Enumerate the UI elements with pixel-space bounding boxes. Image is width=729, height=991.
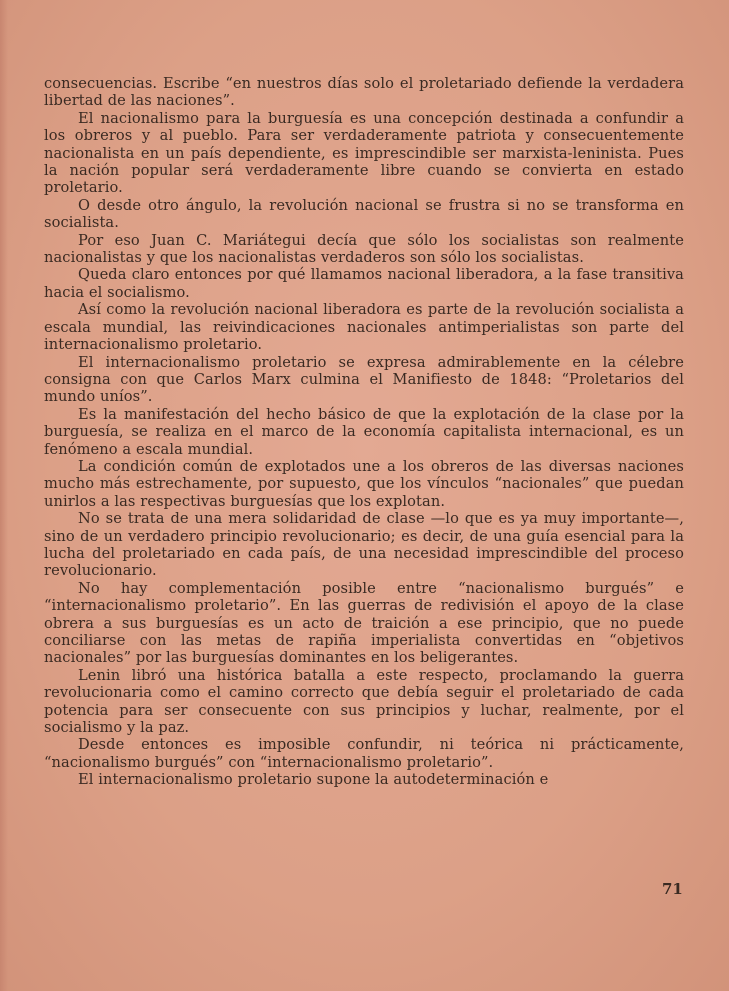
- paragraph: Así como la revolución nacional liberadora es parte de la revolución socialista a escala mundial, las reivindicaciones nacionales antimperialistas son parte del internacionalismo proletario.: [44, 301, 684, 354]
- paragraph: No se trata de una mera solidaridad de clase —lo que es ya muy importante—, sino de un verdadero principio revolucionario; es decir, de una guía esencial para la lucha del proletariado en cada país, de una necesidad imprescindible del proceso revolucionario.: [44, 510, 684, 580]
- paragraph: Queda claro entonces por qué llamamos nacional liberadora, a la fase transitiva hacia el socialismo.: [44, 266, 684, 301]
- paragraph: El internacionalismo proletario supone la autodeterminación e: [78, 771, 549, 789]
- paragraph: Por eso Juan C. Mariátegui decía que sólo los socialistas son realmente nacionalistas y que los nacionalistas verdaderos son sólo los socialistas.: [44, 231, 684, 267]
- paragraph: La condición común de explotados une a los obreros de las diversas naciones mucho más estrechamente, por supuesto, que los vínculos “nacionales” que puedan unirlos a las respectivas burguesías que los explotan.: [44, 457, 684, 510]
- paragraph: Es la manifestación del hecho básico de que la explotación de la clase por la burguesía, se realiza en el marco de la economía capitalista internacional, es un fenómeno a escala mundial.: [44, 405, 684, 458]
- page-edge-shadow: [0, 0, 8, 991]
- body-text: [44, 75, 684, 789]
- paragraph: Lenin libró una histórica batalla a este respecto, proclamando la guerra revolucionaria como el camino correcto que debía seguir el proletariado de cada potencia para ser consecuente con sus principios y luchar, realmente, por el socialismo y la paz.: [44, 666, 684, 737]
- paragraph: consecuencias. Escribe “en nuestros días solo el proletariado defiende la verdadera libertad de las naciones”.: [44, 75, 684, 110]
- paragraph: O desde otro ángulo, la revolución nacional se frustra si no se transforma en socialista.: [44, 196, 684, 232]
- paragraph: El internacionalismo proletario se expresa admirablemente en la célebre consigna con que Carlos Marx culmina el Manifiesto de 1848: “Proletarios del mundo uníos”.: [44, 353, 684, 406]
- paragraph: El nacionalismo para la burguesía es una concepción destinada a confundir a los obreros y al pueblo. Para ser verdaderamente patriota y consecuentemente nacionalista en un país dependiente, es imprescindible ser marxista-leninista. Pues la nación popular será verdaderamente libre cuando se convierta en estado proletario.: [44, 109, 684, 197]
- page-number: 71: [662, 880, 683, 898]
- paragraph: No hay complementación posible entre “nacionalismo burgués” e “internacionalismo proletario”. En las guerras de redivisión el apoyo de la clase obrera a sus burguesías es un acto de traición a ese principio, que no puede conciliarse con las metas de rapiña imperialista convertidas en “objetivos nacionales” por las burguesías dominantes en los beligerantes.: [44, 579, 684, 667]
- paragraph: Desde entonces es imposible confundir, ni teórica ni prácticamente, “nacionalismo burgués” con “internacionalismo proletario”.: [44, 736, 684, 771]
